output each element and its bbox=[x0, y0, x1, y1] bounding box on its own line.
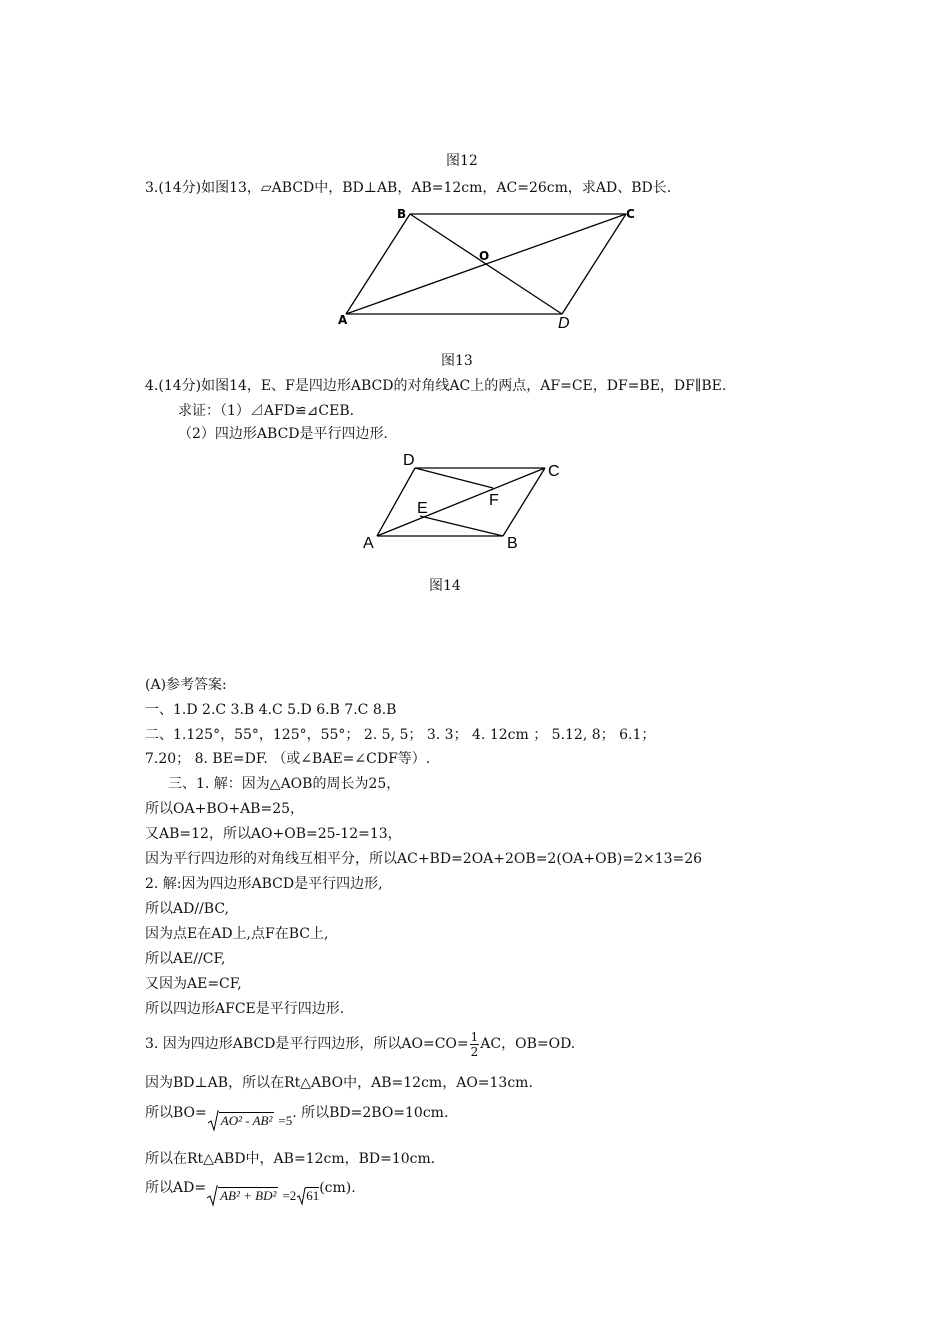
fig14-label-d: D bbox=[403, 452, 415, 469]
solution-3-line-3-text-b: . 所以BD=2BO=10cm. bbox=[292, 1105, 449, 1121]
fig14-label-f: F bbox=[489, 492, 499, 509]
question-4-proof-2: （2）四边形ABCD是平行四边形. bbox=[178, 426, 388, 442]
answers-title: (A)参考答案: bbox=[145, 677, 227, 693]
question-3-text: 3.(14分)如图13，▱ABCD中，BD⊥AB，AB=12cm，AC=26cm，求AD、BD长. bbox=[145, 180, 672, 196]
answers-part-2-line-1: 二、1.125°，55°，125°，55°； 2. 5, 5； 3. 3； 4. 12cm ； 5.12, 8； 6.1； bbox=[145, 727, 656, 743]
question-4-proof-1: 求证：（1）⊿AFD≌⊿CEB. bbox=[178, 403, 355, 419]
fraction-one-half bbox=[470, 1030, 480, 1059]
solution-2-line-6: 所以四边形AFCE是平行四边形. bbox=[145, 1001, 345, 1017]
fig14-label-a: A bbox=[363, 535, 374, 552]
solution-3-line-1 bbox=[145, 1027, 575, 1061]
fig14-label-c: C bbox=[548, 463, 560, 480]
fig13-label-a: A bbox=[338, 313, 348, 327]
solution-3-line-4: 所以在Rt△ABD中，AB=12cm，BD=10cm. bbox=[145, 1151, 436, 1167]
figure-14 bbox=[355, 450, 575, 555]
fig13-label-c: C bbox=[626, 207, 635, 221]
radical-bo bbox=[207, 1107, 292, 1135]
fig13-label-b: B bbox=[397, 207, 407, 221]
fraction-numerator: 1 bbox=[470, 1029, 479, 1044]
solution-2-line-4: 所以AE//CF, bbox=[145, 951, 226, 967]
solution-1-line-4: 因为平行四边形的对角线互相平分，所以AC+BD=2OA+2OB=2(OA+OB)=2×13=26 bbox=[145, 851, 703, 867]
fig13-label-o: O bbox=[479, 249, 490, 263]
solution-1-line-2: 所以OA+BO+AB=25， bbox=[145, 801, 305, 817]
solution-2-line-5: 又因为AE=CF, bbox=[145, 976, 242, 992]
fig13-label-d: D bbox=[558, 315, 570, 332]
solution-3-line-3-text-a: 所以BO= bbox=[145, 1105, 207, 1121]
fig13-caption: 图13 bbox=[441, 353, 473, 369]
radical-sign-icon bbox=[296, 1187, 306, 1205]
radical-ad-coefficient: =2 bbox=[282, 1188, 297, 1203]
solution-3-line-1-text-a: 3. 因为四边形ABCD是平行四边形，所以AO=CO= bbox=[145, 1036, 469, 1052]
solution-1-line-1: 三、1. 解：因为△AOB的周长为25， bbox=[168, 776, 401, 792]
answers-part-1: 一、1.D 2.C 3.B 4.C 5.D 6.B 7.C 8.B bbox=[145, 702, 397, 718]
solution-2-line-3: 因为点E在AD上,点F在BC上, bbox=[145, 926, 329, 942]
solution-3-line-3 bbox=[145, 1099, 448, 1135]
radical-ad-radicand: 61 bbox=[306, 1188, 320, 1203]
radical-sign-icon bbox=[206, 1185, 218, 1207]
fig14-label-b: B bbox=[507, 535, 518, 552]
figure-13 bbox=[330, 200, 640, 335]
solution-3-line-5-text-a: 所以AD= bbox=[145, 1180, 207, 1196]
solution-1-line-3: 又AB=12，所以AO+OB=25-12=13， bbox=[145, 826, 402, 842]
question-4-text: 4.(14分)如图14，E、F是四边形ABCD的对角线AC上的两点，AF=CE，DF=BE，DF∥BE. bbox=[145, 378, 727, 394]
solution-3-line-2: 因为BD⊥AB，所以在Rt△ABO中，AB=12cm，AO=13cm. bbox=[145, 1075, 533, 1091]
solution-3-line-1-text-b: AC，OB=OD. bbox=[480, 1036, 576, 1052]
answers-part-2-line-2: 7.20； 8. BE=DF. （或∠BAE=∠CDF等）. bbox=[145, 751, 431, 767]
solution-3-line-5 bbox=[145, 1174, 356, 1210]
fig12-caption: 图12 bbox=[446, 153, 478, 169]
radical-sign-icon bbox=[207, 1110, 219, 1132]
radical-ad bbox=[206, 1182, 319, 1210]
solution-3-line-5-text-b: (cm). bbox=[319, 1180, 356, 1196]
solution-2-line-2: 所以AD//BC, bbox=[145, 901, 229, 917]
radical-bo-result: =5 bbox=[278, 1113, 293, 1128]
fig14-label-e: E bbox=[417, 500, 428, 517]
solution-2-line-1: 2. 解:因为四边形ABCD是平行四边形, bbox=[145, 876, 383, 892]
fraction-denominator: 2 bbox=[470, 1044, 479, 1059]
radical-ad-expression: AB² + BD² bbox=[220, 1188, 277, 1203]
fig14-caption: 图14 bbox=[429, 578, 461, 594]
radical-bo-expression: AO² - AB² bbox=[220, 1113, 273, 1128]
